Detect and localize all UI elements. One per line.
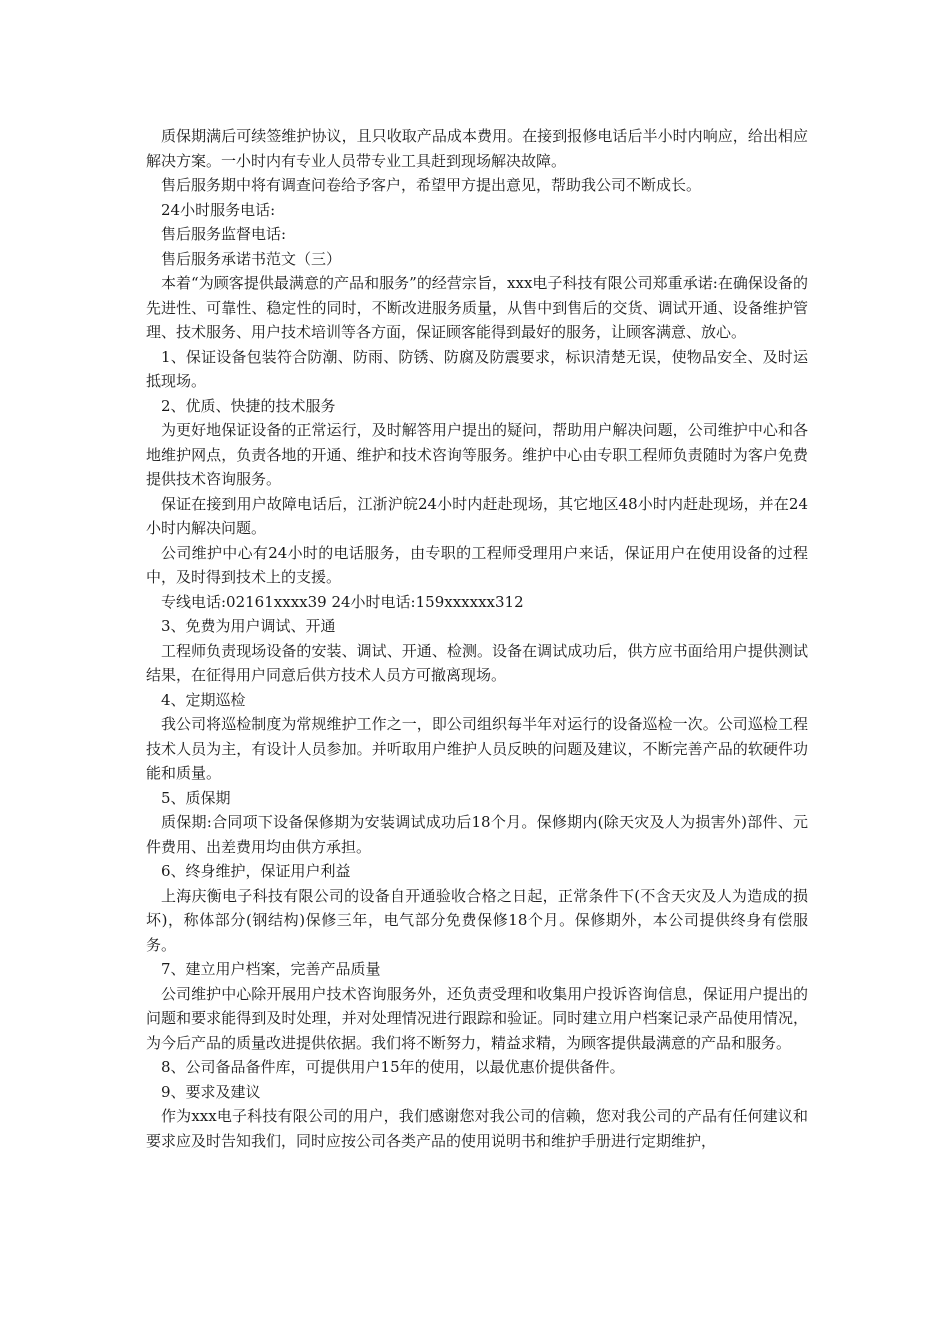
item-4-heading: 4、定期巡检	[161, 690, 246, 709]
item-4-body: 我公司将巡检制度为常规维护工作之一，即公司组织每半年对运行的设备巡检一次。公司巡检工程技术人员为主，有设计人员参加。并听取用户维护人员反映的问题及建议，不断完善产品的软硬件功能和质量。	[146, 715, 808, 782]
item-3-heading: 3、免费为用户调试、开通	[161, 617, 336, 635]
item-6-body: 上海庆衡电子科技有限公司的设备自开通验收合格之日起，正常条件下(不含天灾及人为造成的损坏)，称体部分(钢结构)保修三年，电气部分免费保修18个月。保修期外，本公司提供终身有偿服务。	[146, 886, 808, 954]
paragraph-supervision-phone: 售后服务监督电话:	[161, 225, 287, 243]
item-7-body: 公司维护中心除开展用户技术咨询服务外，还负责受理和收集用户投诉咨询信息，保证用户提出的问题和要求能得到及时处理，并对处理情况进行跟踪和验证。同时建立用户档案记录产品使用情况，为今后产品的质量改进提供依据。我们将不断努力，精益求精，为顾客提供最满意的产品和服务。	[146, 984, 808, 1052]
item-2-heading: 2、优质、快捷的技术服务	[161, 396, 336, 415]
item-5-body: 质保期:合同项下设备保修期为安装调试成功后18个月。保修期内(除天灾及人为损害外)部件、元件费用、出差费用均由供方承担。	[146, 813, 808, 856]
paragraph-service-phone: 24小时服务电话:	[161, 200, 276, 219]
section-title: 售后服务承诺书范文（三）	[161, 249, 342, 268]
item-9-body: 作为xxx电子科技有限公司的用户，我们感谢您对我公司的信赖，您对我公司的产品有任何建议和要求应及时告知我们，同时应按公司各类产品的使用说明书和维护手册进行定期维护，	[146, 1107, 808, 1150]
item-1-packaging: 1、保证设备包装符合防潮、防雨、防锈、防腐及防震要求，标识清楚无误，使物品安全、及时运抵现场。	[146, 347, 808, 390]
paragraph-survey: 售后服务期中将有调查问卷给予客户，希望甲方提出意见，帮助我公司不断成长。	[161, 176, 702, 194]
item-2-body-support: 为更好地保证设备的正常运行，及时解答用户提出的疑问，帮助用户解决问题，公司维护中心和各地维护网点，负责各地的开通、维护和技术咨询等服务。维护中心由专职工程师负责随时为客户免费提供技术咨询服务。	[146, 421, 808, 488]
paragraph-intro: 本着“为顾客提供最满意的产品和服务”的经营宗旨，xxx电子科技有限公司郑重承诺:在确保设备的先进性、可靠性、稳定性的同时，不断改进服务质量，从售中到售后的交货、调试开通、设备维护管理、技术服务、用户技术培训等各方面，保证顾客能得到最好的服务，让顾客满意、放心。	[146, 274, 808, 341]
item-9-heading: 9、要求及建议	[161, 1082, 261, 1101]
item-5-heading: 5、质保期	[161, 788, 231, 807]
item-2-phone-numbers: 专线电话:02161xxxx39 24小时电话:159xxxxxx312	[161, 592, 524, 611]
item-7-heading: 7、建立用户档案，完善产品质量	[161, 960, 381, 978]
item-6-heading: 6、终身维护，保证用户利益	[161, 862, 351, 880]
document-body	[146, 124, 808, 1153]
item-3-body: 工程师负责现场设备的安装、调试、开通、检测。设备在调试成功后，供方应书面给用户提供测试结果，在征得用户同意后供方技术人员方可撤离现场。	[146, 641, 808, 684]
paragraph-warranty-renewal: 质保期满后可续签维护协议，且只收取产品成本费用。在接到报修电话后半小时内响应，给出相应解决方案。一小时内有专业人员带专业工具赶到现场解决故障。	[146, 127, 808, 170]
item-2-body-hotline: 公司维护中心有24小时的电话服务，由专职的工程师受理用户来话，保证用户在使用设备的过程中，及时得到技术上的支援。	[146, 543, 808, 586]
item-2-body-response: 保证在接到用户故障电话后，江浙沪皖24小时内赶赴现场，其它地区48小时内赶赴现场，并在24小时内解决问题。	[146, 494, 808, 537]
item-8-spare-parts: 8、公司备品备件库，可提供用户15年的使用，以最优惠价提供备件。	[161, 1058, 625, 1076]
